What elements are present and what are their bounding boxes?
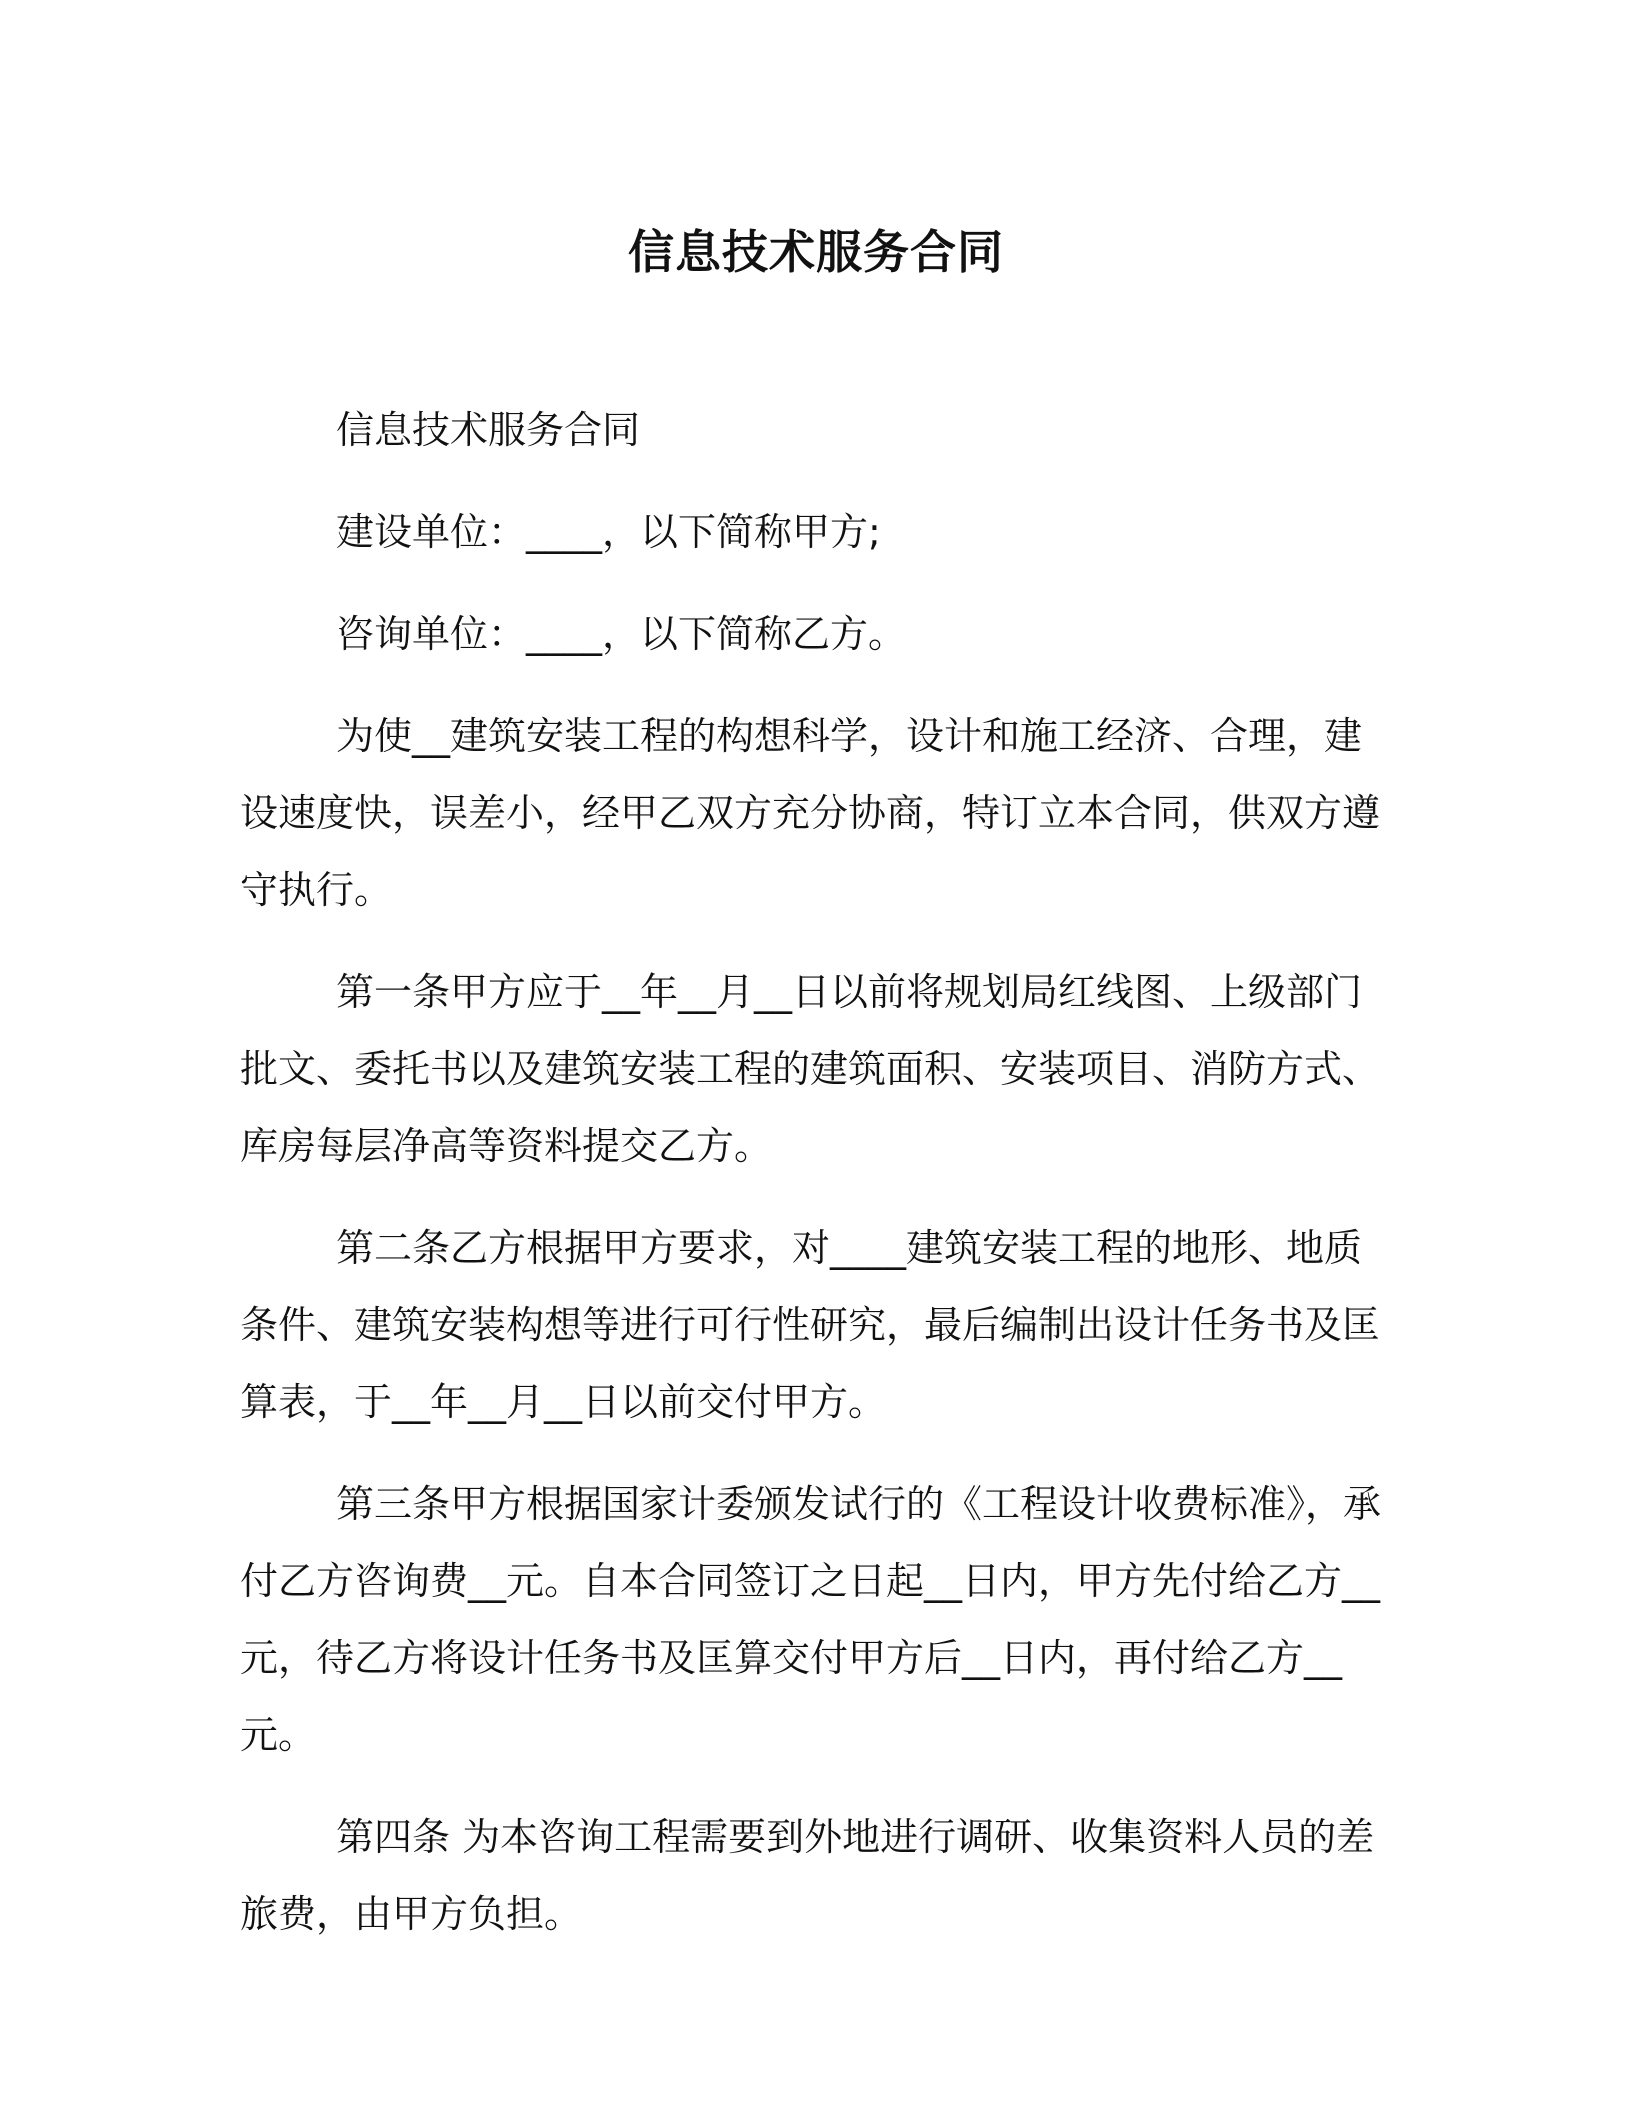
paragraph-article-2: 第二条乙方根据甲方要求，对____建筑安装工程的地形、地质条件、建筑安装构想等进行可行性研究，最后编制出设计任务书及匡算表，于__年__月__日以前交付甲方。 xyxy=(240,1226,1381,1424)
paragraph-article-1: 第一条甲方应于__年__月__日以前将规划局红线图、上级部门批文、委托书以及建筑安装工程的建筑面积、安装项目、消防方式、库房每层净高等资料提交乙方。 xyxy=(240,970,1381,1168)
paragraph-article-3: 第三条甲方根据国家计委颁发试行的《工程设计收费标准》，承付乙方咨询费__元。自本合同签订之日起__日内，甲方先付给乙方__元，待乙方将设计任务书及匡算交付甲方后__日内，再付给乙方__元。 xyxy=(240,1482,1382,1757)
paragraph-party-a: 建设单位：____，以下简称甲方; xyxy=(336,510,881,554)
paragraph-article-4: 第四条 为本咨询工程需要到外地进行调研、收集资料人员的差旅费，由甲方负担。 xyxy=(240,1815,1375,1936)
document-body xyxy=(240,392,1392,1978)
paragraph-preamble: 为使__建筑安装工程的构想科学，设计和施工经济、合理，建设速度快，误差小，经甲乙双方充分协商，特订立本合同，供双方遵守执行。 xyxy=(240,714,1381,912)
paragraph-heading: 信息技术服务合同 xyxy=(336,408,641,452)
paragraph-party-b: 咨询单位：____，以下简称乙方。 xyxy=(336,612,907,656)
document-title: 信息技术服务合同 xyxy=(628,225,1004,279)
